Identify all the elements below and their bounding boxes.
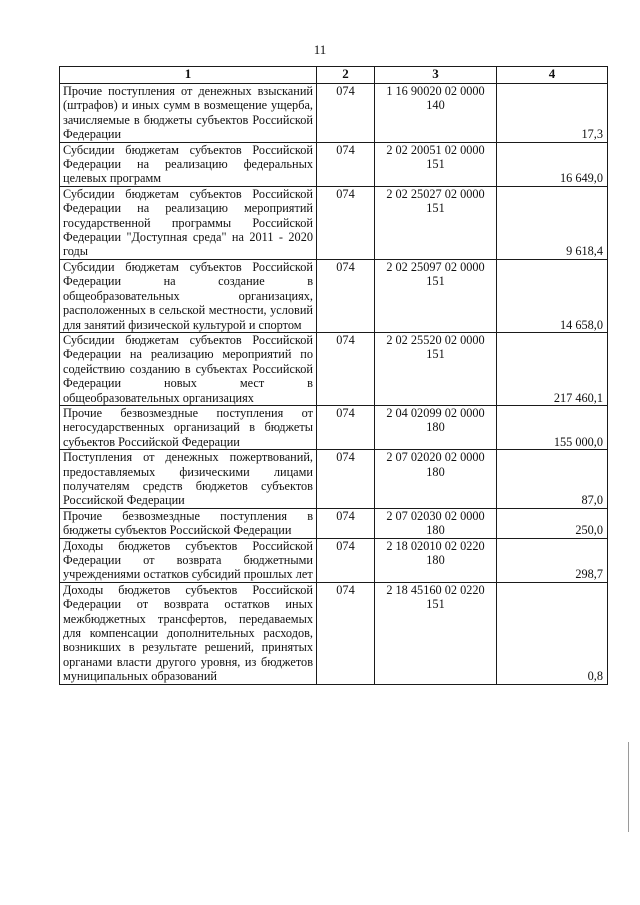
admin-code: 074 <box>317 450 375 509</box>
header-col-2: 2 <box>317 67 375 84</box>
page-number: 11 <box>313 42 327 57</box>
admin-code: 074 <box>317 508 375 538</box>
budget-classification-code: 2 02 20051 02 0000 151 <box>375 142 497 186</box>
amount: 17,3 <box>497 84 608 143</box>
revenue-name: Поступления от денежных пожертвований, предоставляемых физическими лицами получателям средств бюджетов субъектов Российской Федерации <box>60 450 317 509</box>
admin-code: 074 <box>317 84 375 143</box>
revenue-name: Прочие безвозмездные поступления от негосударственных организаций в бюджеты субъектов Российской Федерации <box>60 405 317 449</box>
admin-code: 074 <box>317 582 375 684</box>
header-col-4: 4 <box>497 67 608 84</box>
table-header-row <box>60 67 608 84</box>
admin-code: 074 <box>317 332 375 405</box>
revenue-name: Доходы бюджетов субъектов Российской Федерации от возврата остатков иных межбюджетных трансфертов, передаваемых для компенсации дополнительных расходов, возникших в результате решений, принятых органами власти другого уровня, из бюджетов муниципальных образований <box>60 582 317 684</box>
amount: 155 000,0 <box>497 405 608 449</box>
table-row <box>60 538 608 582</box>
budget-classification-code: 2 07 02020 02 0000 180 <box>375 450 497 509</box>
budget-classification-code: 2 04 02099 02 0000 180 <box>375 405 497 449</box>
amount: 14 658,0 <box>497 259 608 332</box>
revenue-table <box>59 66 608 685</box>
amount: 0,8 <box>497 582 608 684</box>
budget-classification-code: 2 07 02030 02 0000 180 <box>375 508 497 538</box>
admin-code: 074 <box>317 186 375 259</box>
admin-code: 074 <box>317 405 375 449</box>
header-col-3: 3 <box>375 67 497 84</box>
revenue-name: Прочие безвозмездные поступления в бюджеты субъектов Российской Федерации <box>60 508 317 538</box>
table-row <box>60 582 608 684</box>
budget-classification-code: 2 02 25520 02 0000 151 <box>375 332 497 405</box>
budget-classification-code: 2 02 25027 02 0000 151 <box>375 186 497 259</box>
amount: 9 618,4 <box>497 186 608 259</box>
budget-classification-code: 1 16 90020 02 0000 140 <box>375 84 497 143</box>
budget-classification-code: 2 18 45160 02 0220 151 <box>375 582 497 684</box>
table-row <box>60 405 608 449</box>
admin-code: 074 <box>317 142 375 186</box>
amount: 87,0 <box>497 450 608 509</box>
budget-classification-code: 2 02 25097 02 0000 151 <box>375 259 497 332</box>
revenue-name: Доходы бюджетов субъектов Российской Федерации от возврата бюджетными учреждениями остатков субсидий прошлых лет <box>60 538 317 582</box>
header-col-1: 1 <box>60 67 317 84</box>
table-row <box>60 142 608 186</box>
scan-edge-mark <box>628 742 629 832</box>
admin-code: 074 <box>317 259 375 332</box>
revenue-name: Субсидии бюджетам субъектов Российской Федерации на реализацию мероприятий государственной программы Российской Федерации "Доступная среда" на 2011 - 2020 годы <box>60 186 317 259</box>
amount: 250,0 <box>497 508 608 538</box>
revenue-name: Прочие поступления от денежных взысканий (штрафов) и иных сумм в возмещение ущерба, зачисляемые в бюджеты субъектов Российской Федерации <box>60 84 317 143</box>
admin-code: 074 <box>317 538 375 582</box>
revenue-name: Субсидии бюджетам субъектов Российской Федерации на создание в общеобразовательных организациях, расположенных в сельской местности, условий для занятий физической культурой и спортом <box>60 259 317 332</box>
table-row <box>60 84 608 143</box>
table-row <box>60 186 608 259</box>
revenue-name: Субсидии бюджетам субъектов Российской Федерации на реализацию мероприятий по содействию созданию в субъектах Российской Федерации новых мест в общеобразовательных организациях <box>60 332 317 405</box>
amount: 298,7 <box>497 538 608 582</box>
budget-classification-code: 2 18 02010 02 0220 180 <box>375 538 497 582</box>
table-row <box>60 508 608 538</box>
amount: 16 649,0 <box>497 142 608 186</box>
amount: 217 460,1 <box>497 332 608 405</box>
table-row <box>60 450 608 509</box>
revenue-name: Субсидии бюджетам субъектов Российской Федерации на реализацию федеральных целевых программ <box>60 142 317 186</box>
table-row <box>60 332 608 405</box>
table-row <box>60 259 608 332</box>
